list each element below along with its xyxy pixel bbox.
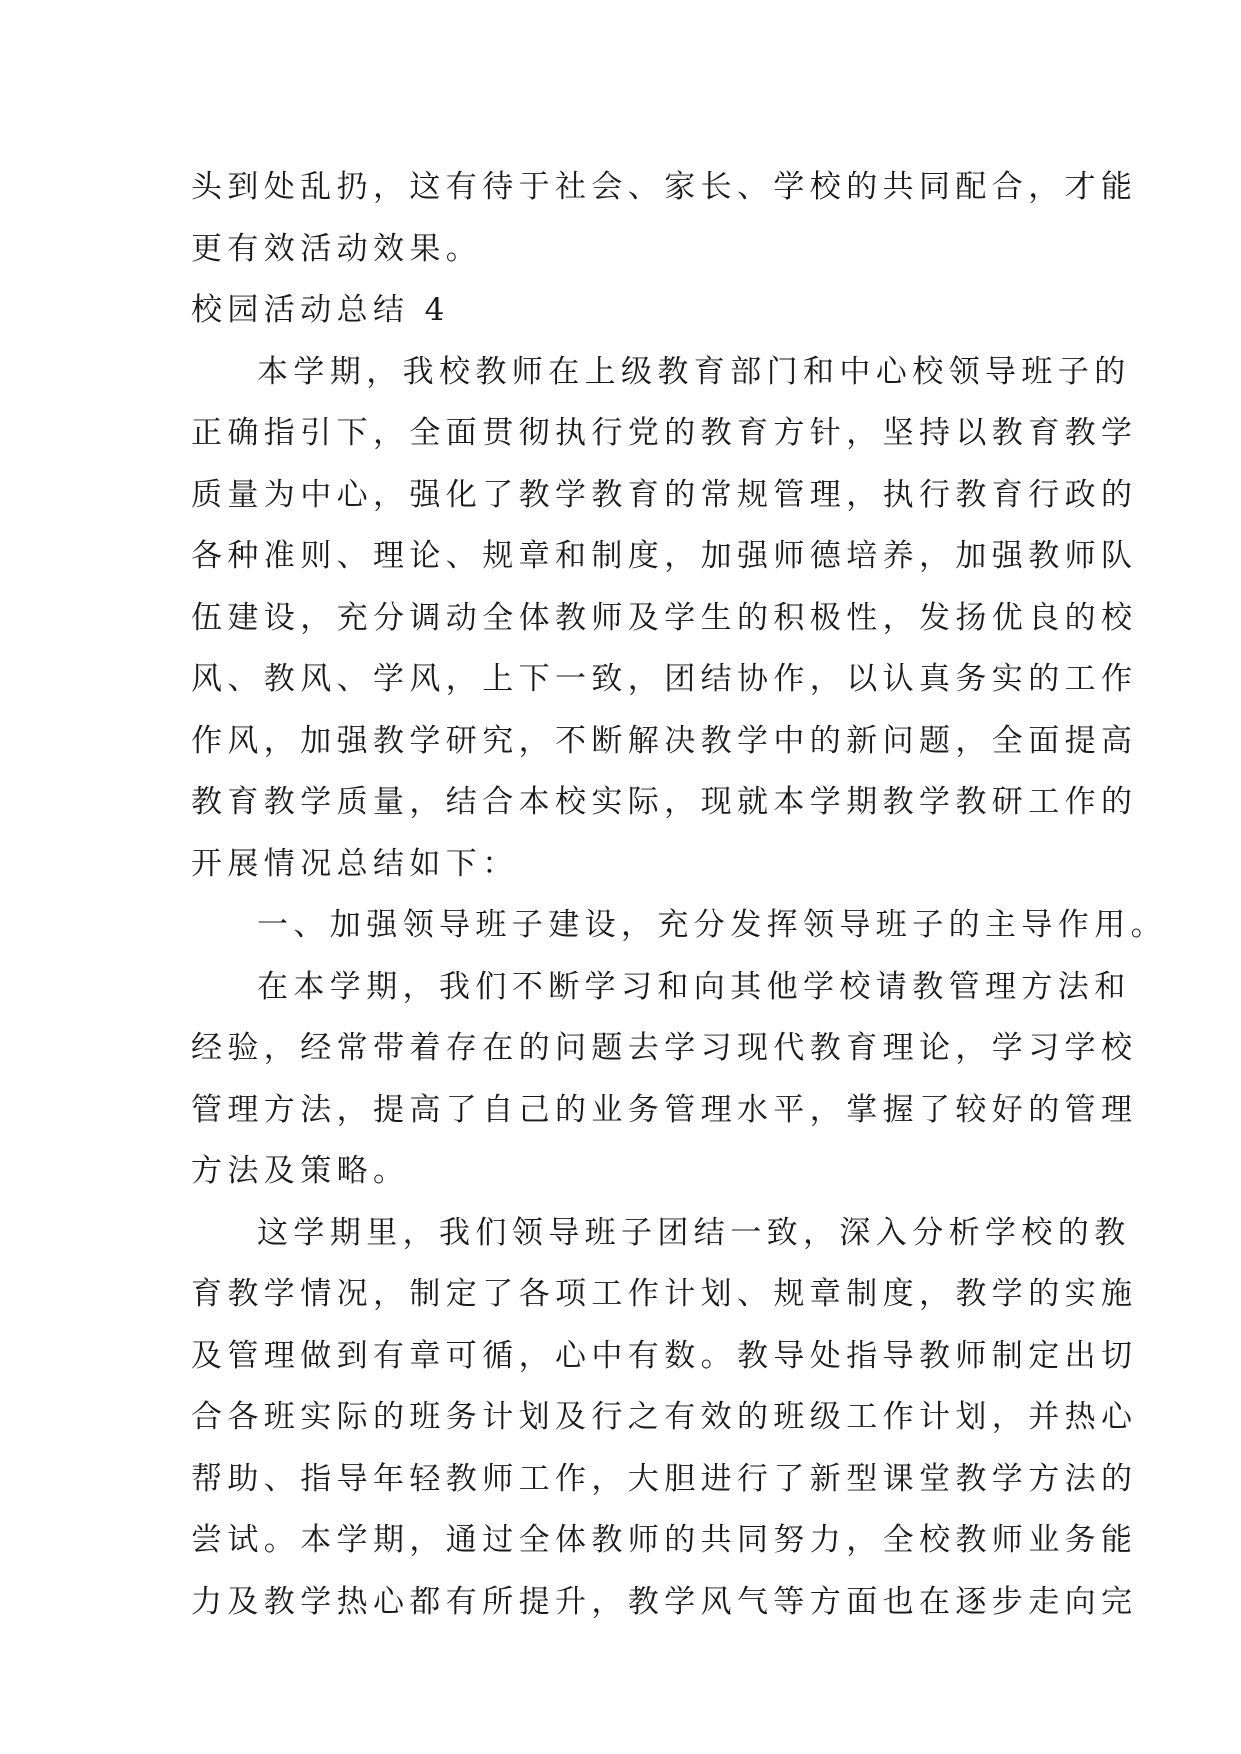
text-line: 一、加强领导班子建设，充分发挥领导班子的主导作用。 xyxy=(257,907,1167,943)
text-line: 质量为中心，强化了教学教育的常规管理，执行教育行政的 xyxy=(191,476,1138,513)
text-line: 帮助、指导年轻教师工作，大胆进行了新型课堂教学方法的 xyxy=(191,1460,1138,1497)
text-line: 开展情况总结如下： xyxy=(191,845,519,882)
text-line: 各种准则、理论、规章和制度，加强师德培养，加强教师队 xyxy=(191,538,1138,574)
text-line: 伍建设，充分调动全体教师及学生的积极性，发扬优良的校 xyxy=(191,599,1138,636)
text-line: 合各班实际的班务计划及行之有效的班级工作计划，并热心 xyxy=(191,1399,1138,1435)
text-line: 经验，经常带着存在的问题去学习现代教育理论，学习学校 xyxy=(191,1030,1138,1066)
document-body xyxy=(191,157,1167,1633)
text-line: 管理方法，提高了自己的业务管理水平，掌握了较好的管理 xyxy=(191,1091,1138,1128)
text-line: 在本学期，我们不断学习和向其他学校请教管理方法和 xyxy=(257,968,1131,1005)
text-line: 这学期里，我们领导班子团结一致，深入分析学校的教 xyxy=(257,1214,1131,1251)
text-line: 教育教学质量，结合本校实际，现就本学期教学教研工作的 xyxy=(191,784,1138,820)
section-heading: 校园活动总结 4 xyxy=(191,292,450,328)
text-line: 正确指引下，全面贯彻执行党的教育方针，坚持以教育教学 xyxy=(191,415,1138,451)
text-line: 作风，加强教学研究，不断解决教学中的新问题，全面提高 xyxy=(191,722,1138,759)
text-line: 更有效活动效果。 xyxy=(191,230,483,267)
text-line: 方法及策略。 xyxy=(191,1153,410,1189)
text-line: 风、教风、学风，上下一致，团结协作，以认真务实的工作 xyxy=(191,661,1138,697)
text-line: 力及教学热心都有所提升，教学风气等方面也在逐步走向完 xyxy=(191,1583,1138,1620)
text-line: 育教学情况，制定了各项工作计划、规章制度，教学的实施 xyxy=(191,1276,1138,1312)
text-line: 头到处乱扔，这有待于社会、家长、学校的共同配合，才能 xyxy=(191,169,1138,205)
text-line: 尝试。本学期，通过全体教师的共同努力，全校教师业务能 xyxy=(191,1522,1138,1558)
text-line: 本学期，我校教师在上级教育部门和中心校领导班子的 xyxy=(257,353,1131,390)
text-line: 及管理做到有章可循，心中有数。教导处指导教师制定出切 xyxy=(191,1337,1138,1374)
